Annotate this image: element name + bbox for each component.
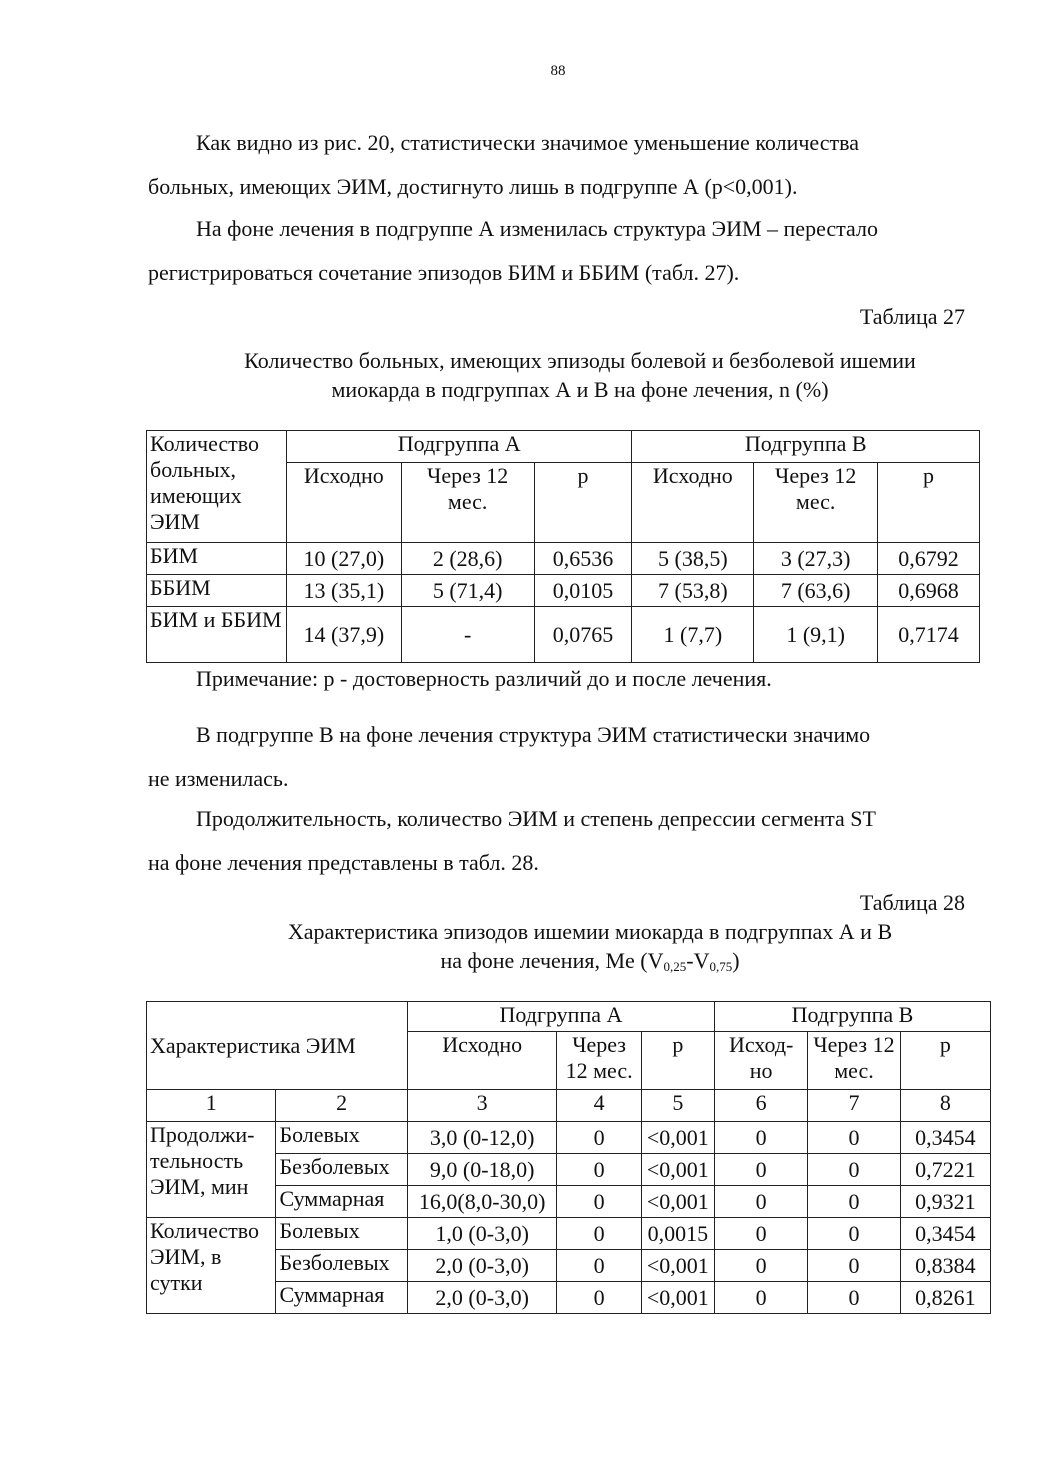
column-number: 4 [557,1090,641,1122]
table-28-label: Таблица 28 [859,890,965,915]
header-initial: Исходно [632,463,754,543]
caption-line [190,946,990,975]
caption-line: миокарда в подгруппах А и В на фоне лечения, n (%) [331,377,829,402]
header-initial: Исход-но [714,1032,807,1090]
column-number: 1 [147,1090,276,1122]
table-row [147,1122,991,1154]
row-label: Безболевых [276,1154,407,1186]
table-27-label: Таблица 27 [859,304,965,329]
row-label: Суммарная [276,1186,407,1218]
table-cell: 0,0105 [534,575,632,607]
row-label: БИМ и ББИМ [147,607,287,663]
table-27-caption [180,346,980,404]
row-label: Болевых [276,1218,407,1250]
table-cell: 0,0765 [534,607,632,663]
table-28-corner: Характеристика ЭИМ [147,1002,408,1090]
row-label: БИМ [147,543,287,575]
table-cell: 0,8384 [900,1250,990,1282]
table-cell: 0 [714,1250,807,1282]
table-cell: 9,0 (0-18,0) [407,1154,557,1186]
column-number: 6 [714,1090,807,1122]
header-group-b: Подгруппа В [632,431,980,463]
text-line: больных, имеющих ЭИМ, достигнуто лишь в подгруппе А (р<0,001). [148,174,798,199]
table-cell: 7 (53,8) [632,575,754,607]
header-p: р [900,1032,990,1090]
table-cell: 0 [714,1186,807,1218]
text-line: Продолжительность, количество ЭИМ и степень депрессии сегмента ST [196,806,876,831]
caption-text: -V [686,948,710,973]
table-cell: <0,001 [641,1282,714,1314]
table-cell: 0,7174 [878,607,980,663]
table-28-caption [190,917,990,975]
table-cell: 16,0(8,0-30,0) [407,1186,557,1218]
row-label: Болевых [276,1122,407,1154]
table-cell: 0,6536 [534,543,632,575]
table-cell: 0 [557,1122,641,1154]
row-label: Суммарная [276,1282,407,1314]
table-cell: 0 [714,1154,807,1186]
table-cell: 0,6968 [878,575,980,607]
table-cell: 3 (27,3) [754,543,878,575]
table-cell: 14 (37,9) [286,607,401,663]
table-cell: 0,9321 [900,1186,990,1218]
text-line: На фоне лечения в подгруппе А изменилась структура ЭИМ – перестало [196,216,878,241]
column-number: 8 [900,1090,990,1122]
table-cell: 1 (7,7) [632,607,754,663]
column-number: 5 [641,1090,714,1122]
table-cell: 0 [714,1218,807,1250]
header-group-b: Подгруппа В [714,1002,990,1032]
table-cell: <0,001 [641,1250,714,1282]
table-27 [146,430,980,663]
subscript: 0,75 [709,959,733,974]
table-cell: 5 (71,4) [401,575,534,607]
table-cell: 0 [808,1250,900,1282]
table-cell: <0,001 [641,1154,714,1186]
column-number: 3 [407,1090,557,1122]
table-cell: <0,001 [641,1122,714,1154]
paragraph-3 [148,720,965,808]
table-cell: 10 (27,0) [286,543,401,575]
text-line: В подгруппе В на фоне лечения структура ЭИМ статистически значимо [196,722,871,747]
table-cell: 0,3454 [900,1218,990,1250]
table-row [147,575,980,607]
table-row [147,607,980,663]
table-row [147,543,980,575]
table-cell: 0,8261 [900,1282,990,1314]
table-cell: 3,0 (0-12,0) [407,1122,557,1154]
table-cell: 0 [808,1218,900,1250]
paragraph-2 [148,214,965,302]
header-p: р [641,1032,714,1090]
table-cell: 0,3454 [900,1122,990,1154]
header-p: р [878,463,980,543]
header-initial: Исходно [407,1032,557,1090]
table-cell: 0 [557,1186,641,1218]
column-number-row [147,1090,991,1122]
table-cell: 2 (28,6) [401,543,534,575]
text-line: Как видно из рис. 20, статистически значимое уменьшение количества [196,130,859,155]
table-cell: 0 [557,1218,641,1250]
table-cell: 0,0015 [641,1218,714,1250]
column-number: 7 [808,1090,900,1122]
row-label: Безболевых [276,1250,407,1282]
group-label: Продолжи-тельность ЭИМ, мин [147,1122,276,1218]
table-cell: 0 [808,1186,900,1218]
table-cell: 7 (63,6) [754,575,878,607]
header-p: р [534,463,632,543]
table-cell: 0 [714,1282,807,1314]
text-line: не изменилась. [148,766,289,791]
group-label: Количество ЭИМ, в сутки [147,1218,276,1314]
paragraph-4 [148,804,965,892]
column-number: 2 [276,1090,407,1122]
table-cell: 0 [557,1282,641,1314]
caption-line: Количество больных, имеющих эпизоды болевой и безболевой ишемии [244,348,916,373]
table-cell: 0 [714,1122,807,1154]
text-line: на фоне лечения представлены в табл. 28. [148,850,539,875]
table-28 [146,1001,991,1314]
header-12-months: Через 12 мес. [808,1032,900,1090]
table-cell: 0 [808,1154,900,1186]
table-27-note: Примечание: р - достоверность различий до и после лечения. [196,666,772,691]
table-cell: 1 (9,1) [754,607,878,663]
table-cell: 0 [557,1250,641,1282]
paragraph-1 [148,128,965,216]
header-12-months: Через 12 мес. [754,463,878,543]
subscript: 0,25 [663,959,687,974]
header-initial: Исходно [286,463,401,543]
table-cell: 2,0 (0-3,0) [407,1282,557,1314]
header-group-a: Подгруппа А [407,1002,714,1032]
table-27-corner: Количество больных, имеющих ЭИМ [147,431,287,543]
table-cell: - [401,607,534,663]
table-cell: 0 [808,1122,900,1154]
caption-line: Характеристика эпизодов ишемии миокарда в подгруппах А и В [287,919,893,944]
row-label: ББИМ [147,575,287,607]
header-12-months: Через 12 мес. [557,1032,641,1090]
table-cell: 0,7221 [900,1154,990,1186]
table-cell: 0 [808,1282,900,1314]
table-row [147,1218,991,1250]
table-cell: 0 [557,1154,641,1186]
table-cell: 13 (35,1) [286,575,401,607]
header-group-a: Подгруппа А [286,431,632,463]
caption-text: ) [732,948,740,973]
table-cell: <0,001 [641,1186,714,1218]
caption-text: на фоне лечения, Me (V [440,948,664,973]
table-cell: 2,0 (0-3,0) [407,1250,557,1282]
page-number: 88 [550,63,566,79]
table-cell: 5 (38,5) [632,543,754,575]
table-cell: 1,0 (0-3,0) [407,1218,557,1250]
header-12-months: Через 12 мес. [401,463,534,543]
text-line: регистрироваться сочетание эпизодов БИМ и ББИМ (табл. 27). [148,260,740,285]
table-cell: 0,6792 [878,543,980,575]
